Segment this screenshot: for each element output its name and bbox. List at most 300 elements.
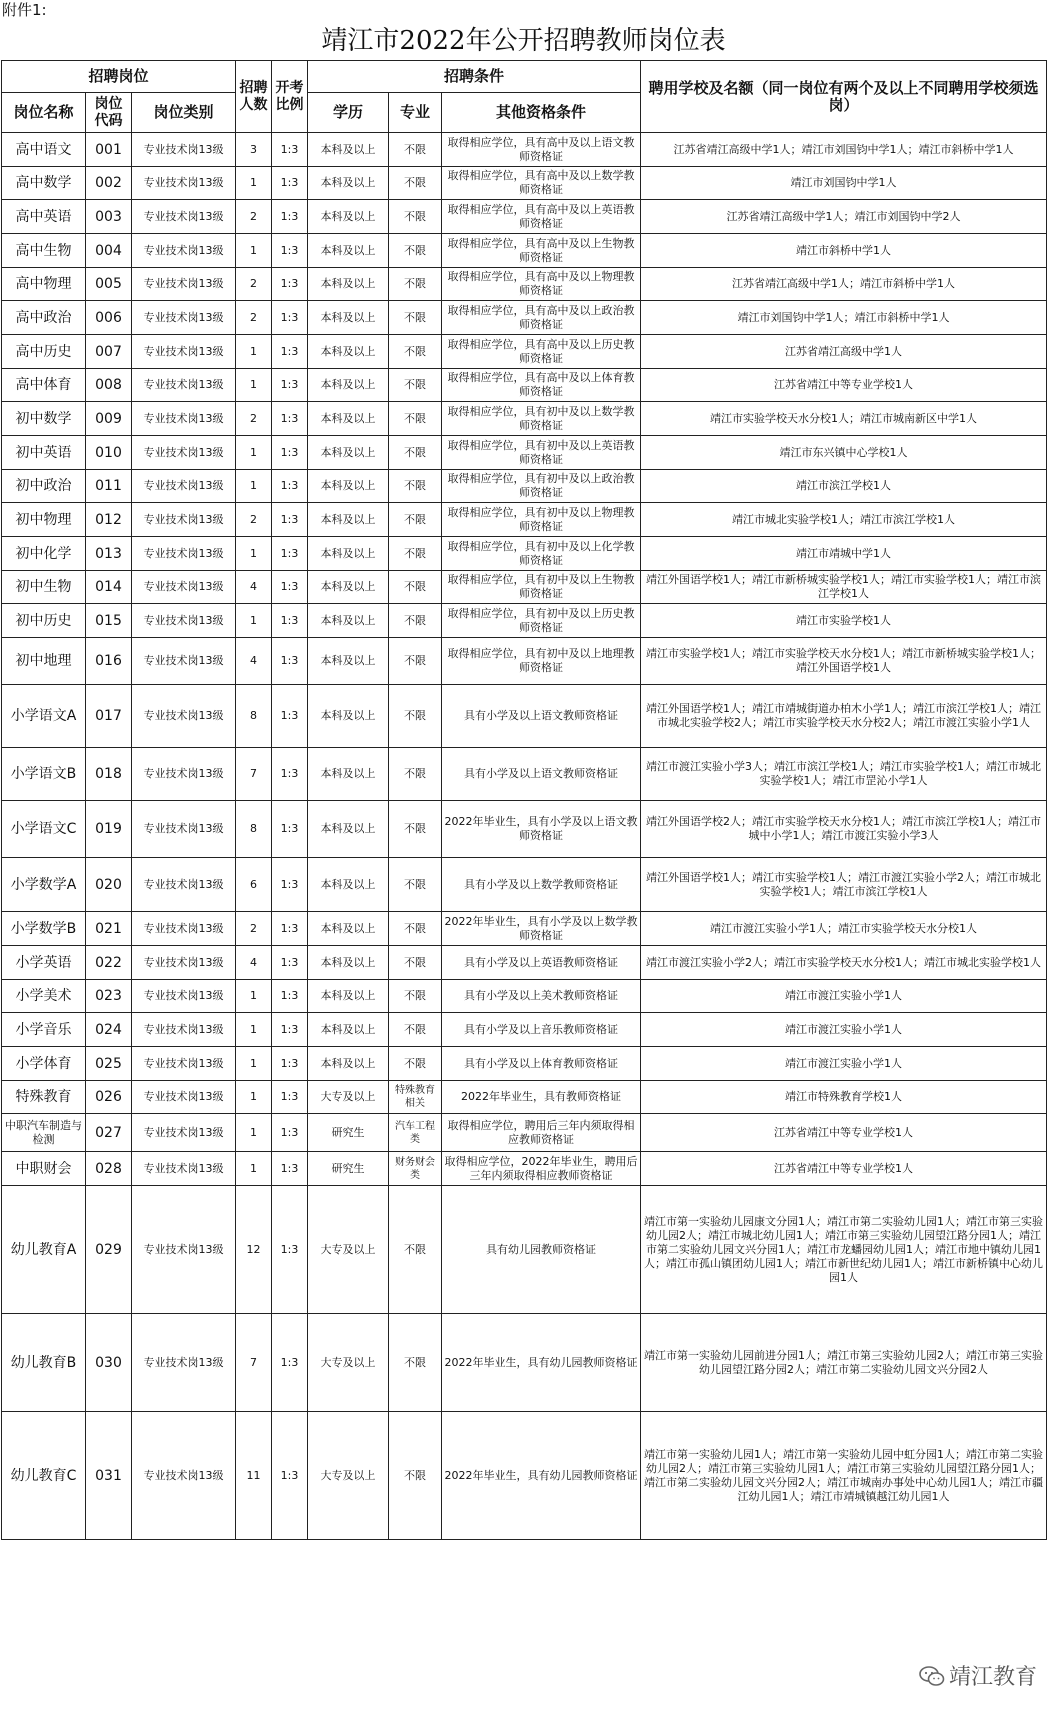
header-major: 专业 xyxy=(389,93,442,133)
post-code-cell: 010 xyxy=(86,436,132,470)
education-cell: 本科及以上 xyxy=(308,980,389,1013)
schools-cell: 靖江市斜桥中学1人 xyxy=(641,234,1047,268)
major-cell: 不限 xyxy=(389,1186,442,1314)
major-cell: 财务财会类 xyxy=(389,1152,442,1186)
hire-count-cell: 1 xyxy=(236,1152,272,1186)
major-cell: 不限 xyxy=(389,604,442,638)
post-type-cell: 专业技术岗13级 xyxy=(132,1081,236,1114)
post-code-cell: 023 xyxy=(86,980,132,1013)
schools-cell: 靖江市靖城中学1人 xyxy=(641,537,1047,571)
table-row xyxy=(2,1013,1047,1047)
education-cell: 大专及以上 xyxy=(308,1081,389,1114)
other-quals-cell: 具有小学及以上数学教师资格证 xyxy=(442,858,641,912)
post-type-cell: 专业技术岗13级 xyxy=(132,436,236,470)
header-other-quals: 其他资格条件 xyxy=(442,93,641,133)
exam-ratio-cell: 1:3 xyxy=(272,133,308,167)
post-type-cell: 专业技术岗13级 xyxy=(132,503,236,537)
major-cell: 不限 xyxy=(389,1314,442,1412)
other-quals-cell: 2022年毕业生，具有小学及以上语文教师资格证 xyxy=(442,801,641,858)
education-cell: 本科及以上 xyxy=(308,234,389,268)
education-cell: 本科及以上 xyxy=(308,571,389,604)
table-row xyxy=(2,369,1047,402)
table-row xyxy=(2,436,1047,470)
hire-count-cell: 2 xyxy=(236,912,272,946)
post-type-cell: 专业技术岗13级 xyxy=(132,470,236,503)
hire-count-cell: 8 xyxy=(236,685,272,748)
post-name-cell: 小学语文A xyxy=(2,685,86,748)
exam-ratio-cell: 1:3 xyxy=(272,604,308,638)
schools-cell: 江苏省靖江高级中学1人；靖江市斜桥中学1人 xyxy=(641,268,1047,301)
schools-cell: 靖江市渡江实验小学3人；靖江市滨江学校1人；靖江市实验学校1人；靖江市城北实验学校1人；靖江市罡沁小学1人 xyxy=(641,748,1047,801)
post-type-cell: 专业技术岗13级 xyxy=(132,268,236,301)
education-cell: 本科及以上 xyxy=(308,436,389,470)
major-cell: 不限 xyxy=(389,268,442,301)
watermark xyxy=(919,1660,1037,1691)
post-name-cell: 初中物理 xyxy=(2,503,86,537)
other-quals-cell: 取得相应学位，具有高中及以上体育教师资格证 xyxy=(442,369,641,402)
hire-count-cell: 1 xyxy=(236,335,272,369)
schools-cell: 江苏省靖江高级中学1人；靖江市刘国钧中学1人；靖江市斜桥中学1人 xyxy=(641,133,1047,167)
post-code-cell: 017 xyxy=(86,685,132,748)
major-cell: 不限 xyxy=(389,335,442,369)
post-name-cell: 高中体育 xyxy=(2,369,86,402)
other-quals-cell: 2022年毕业生，具有小学及以上数学教师资格证 xyxy=(442,912,641,946)
post-type-cell: 专业技术岗13级 xyxy=(132,200,236,234)
hire-count-cell: 1 xyxy=(236,1114,272,1152)
post-code-cell: 030 xyxy=(86,1314,132,1412)
post-type-cell: 专业技术岗13级 xyxy=(132,858,236,912)
post-name-cell: 高中历史 xyxy=(2,335,86,369)
education-cell: 研究生 xyxy=(308,1152,389,1186)
post-type-cell: 专业技术岗13级 xyxy=(132,748,236,801)
post-name-cell: 小学音乐 xyxy=(2,1013,86,1047)
education-cell: 本科及以上 xyxy=(308,801,389,858)
exam-ratio-cell: 1:3 xyxy=(272,1013,308,1047)
hire-count-cell: 7 xyxy=(236,1314,272,1412)
hire-count-cell: 1 xyxy=(236,1047,272,1081)
schools-cell: 靖江市东兴镇中心学校1人 xyxy=(641,436,1047,470)
other-quals-cell: 取得相应学位，具有高中及以上数学教师资格证 xyxy=(442,167,641,200)
exam-ratio-cell: 1:3 xyxy=(272,470,308,503)
post-name-cell: 幼儿教育B xyxy=(2,1314,86,1412)
post-type-cell: 专业技术岗13级 xyxy=(132,167,236,200)
major-cell: 不限 xyxy=(389,685,442,748)
exam-ratio-cell: 1:3 xyxy=(272,946,308,980)
education-cell: 本科及以上 xyxy=(308,685,389,748)
table-row xyxy=(2,801,1047,858)
exam-ratio-cell: 1:3 xyxy=(272,980,308,1013)
post-name-cell: 初中英语 xyxy=(2,436,86,470)
header-conditions-group: 招聘条件 xyxy=(308,61,641,93)
major-cell: 不限 xyxy=(389,571,442,604)
education-cell: 本科及以上 xyxy=(308,537,389,571)
exam-ratio-cell: 1:3 xyxy=(272,503,308,537)
post-code-cell: 009 xyxy=(86,402,132,436)
watermark-text: 靖江教育 xyxy=(948,1665,1037,1690)
other-quals-cell: 取得相应学位，具有初中及以上地理教师资格证 xyxy=(442,638,641,685)
post-name-cell: 高中语文 xyxy=(2,133,86,167)
post-type-cell: 专业技术岗13级 xyxy=(132,301,236,335)
table-row xyxy=(2,571,1047,604)
table-row xyxy=(2,167,1047,200)
exam-ratio-cell: 1:3 xyxy=(272,167,308,200)
schools-cell: 靖江市刘国钧中学1人；靖江市斜桥中学1人 xyxy=(641,301,1047,335)
post-code-cell: 013 xyxy=(86,537,132,571)
education-cell: 本科及以上 xyxy=(308,369,389,402)
table-row xyxy=(2,604,1047,638)
post-code-cell: 025 xyxy=(86,1047,132,1081)
other-quals-cell: 2022年毕业生，具有幼儿园教师资格证 xyxy=(442,1412,641,1540)
post-name-cell: 幼儿教育A xyxy=(2,1186,86,1314)
major-cell: 不限 xyxy=(389,801,442,858)
education-cell: 本科及以上 xyxy=(308,946,389,980)
other-quals-cell: 取得相应学位，具有高中及以上历史教师资格证 xyxy=(442,335,641,369)
major-cell: 不限 xyxy=(389,980,442,1013)
post-type-cell: 专业技术岗13级 xyxy=(132,369,236,402)
post-name-cell: 小学数学B xyxy=(2,912,86,946)
post-code-cell: 014 xyxy=(86,571,132,604)
major-cell: 不限 xyxy=(389,1047,442,1081)
schools-cell: 靖江市渡江实验小学1人；靖江市实验学校天水分校1人 xyxy=(641,912,1047,946)
exam-ratio-cell: 1:3 xyxy=(272,1412,308,1540)
hire-count-cell: 1 xyxy=(236,1081,272,1114)
exam-ratio-cell: 1:3 xyxy=(272,748,308,801)
post-code-cell: 021 xyxy=(86,912,132,946)
schools-cell: 靖江市实验学校天水分校1人；靖江市城南新区中学1人 xyxy=(641,402,1047,436)
hire-count-cell: 7 xyxy=(236,748,272,801)
header-exam-ratio: 开考比例 xyxy=(272,61,308,133)
post-type-cell: 专业技术岗13级 xyxy=(132,946,236,980)
other-quals-cell: 具有小学及以上音乐教师资格证 xyxy=(442,1013,641,1047)
education-cell: 本科及以上 xyxy=(308,268,389,301)
table-row xyxy=(2,402,1047,436)
other-quals-cell: 取得相应学位，具有初中及以上历史教师资格证 xyxy=(442,604,641,638)
schools-cell: 靖江市实验学校1人 xyxy=(641,604,1047,638)
education-cell: 本科及以上 xyxy=(308,200,389,234)
schools-cell: 靖江市刘国钧中学1人 xyxy=(641,167,1047,200)
schools-cell: 靖江外国语学校2人；靖江市实验学校天水分校1人；靖江市滨江学校1人；靖江市城中小学1人；靖江市渡江实验小学3人 xyxy=(641,801,1047,858)
hire-count-cell: 2 xyxy=(236,200,272,234)
post-code-cell: 011 xyxy=(86,470,132,503)
education-cell: 本科及以上 xyxy=(308,1013,389,1047)
table-row xyxy=(2,1152,1047,1186)
table-row xyxy=(2,858,1047,912)
major-cell: 不限 xyxy=(389,537,442,571)
other-quals-cell: 具有小学及以上英语教师资格证 xyxy=(442,946,641,980)
post-name-cell: 小学体育 xyxy=(2,1047,86,1081)
hire-count-cell: 2 xyxy=(236,268,272,301)
exam-ratio-cell: 1:3 xyxy=(272,1314,308,1412)
post-name-cell: 小学语文C xyxy=(2,801,86,858)
table-row xyxy=(2,301,1047,335)
other-quals-cell: 取得相应学位，具有初中及以上英语教师资格证 xyxy=(442,436,641,470)
schools-cell: 靖江外国语学校1人；靖江市靖城街道办柏木小学1人；靖江市滨江学校1人；靖江市城北实验学校2人；靖江市实验学校天水分校2人；靖江市渡江实验小学1人 xyxy=(641,685,1047,748)
other-quals-cell: 具有小学及以上体育教师资格证 xyxy=(442,1047,641,1081)
schools-cell: 靖江市滨江学校1人 xyxy=(641,470,1047,503)
recruitment-table xyxy=(1,60,1047,1540)
major-cell: 不限 xyxy=(389,436,442,470)
post-type-cell: 专业技术岗13级 xyxy=(132,912,236,946)
post-name-cell: 初中生物 xyxy=(2,571,86,604)
table-row xyxy=(2,200,1047,234)
table-row xyxy=(2,912,1047,946)
hire-count-cell: 4 xyxy=(236,638,272,685)
hire-count-cell: 4 xyxy=(236,946,272,980)
exam-ratio-cell: 1:3 xyxy=(272,537,308,571)
hire-count-cell: 3 xyxy=(236,133,272,167)
table-row xyxy=(2,133,1047,167)
hire-count-cell: 1 xyxy=(236,980,272,1013)
major-cell: 不限 xyxy=(389,912,442,946)
post-code-cell: 022 xyxy=(86,946,132,980)
exam-ratio-cell: 1:3 xyxy=(272,858,308,912)
schools-cell: 靖江市实验学校1人；靖江市实验学校天水分校1人；靖江市新桥城实验学校1人；靖江外国语学校1人 xyxy=(641,638,1047,685)
other-quals-cell: 具有小学及以上美术教师资格证 xyxy=(442,980,641,1013)
post-name-cell: 初中数学 xyxy=(2,402,86,436)
schools-cell: 靖江市渡江实验小学2人；靖江市实验学校天水分校1人；靖江市城北实验学校1人 xyxy=(641,946,1047,980)
post-type-cell: 专业技术岗13级 xyxy=(132,234,236,268)
education-cell: 大专及以上 xyxy=(308,1314,389,1412)
header-post-code: 岗位代码 xyxy=(86,93,132,133)
education-cell: 研究生 xyxy=(308,1114,389,1152)
hire-count-cell: 4 xyxy=(236,571,272,604)
other-quals-cell: 取得相应学位，具有高中及以上生物教师资格证 xyxy=(442,234,641,268)
post-type-cell: 专业技术岗13级 xyxy=(132,1314,236,1412)
education-cell: 大专及以上 xyxy=(308,1412,389,1540)
education-cell: 本科及以上 xyxy=(308,301,389,335)
hire-count-cell: 2 xyxy=(236,503,272,537)
exam-ratio-cell: 1:3 xyxy=(272,301,308,335)
other-quals-cell: 取得相应学位，具有初中及以上物理教师资格证 xyxy=(442,503,641,537)
table-row xyxy=(2,1412,1047,1540)
post-type-cell: 专业技术岗13级 xyxy=(132,133,236,167)
table-row xyxy=(2,537,1047,571)
exam-ratio-cell: 1:3 xyxy=(272,571,308,604)
post-name-cell: 小学英语 xyxy=(2,946,86,980)
post-name-cell: 初中历史 xyxy=(2,604,86,638)
major-cell: 不限 xyxy=(389,503,442,537)
post-code-cell: 002 xyxy=(86,167,132,200)
schools-cell: 江苏省靖江中等专业学校1人 xyxy=(641,1114,1047,1152)
schools-cell: 靖江外国语学校1人；靖江市新桥城实验学校1人；靖江市实验学校1人；靖江市滨江学校1人 xyxy=(641,571,1047,604)
post-name-cell: 小学美术 xyxy=(2,980,86,1013)
hire-count-cell: 2 xyxy=(236,402,272,436)
exam-ratio-cell: 1:3 xyxy=(272,685,308,748)
post-name-cell: 高中英语 xyxy=(2,200,86,234)
header-schools: 聘用学校及名额（同一岗位有两个及以上不同聘用学校须选岗） xyxy=(641,61,1047,133)
header-post-group: 招聘岗位 xyxy=(2,61,236,93)
post-code-cell: 027 xyxy=(86,1114,132,1152)
major-cell: 不限 xyxy=(389,167,442,200)
post-name-cell: 中职汽车制造与检测 xyxy=(2,1114,86,1152)
post-type-cell: 专业技术岗13级 xyxy=(132,537,236,571)
other-quals-cell: 2022年毕业生，具有教师资格证 xyxy=(442,1081,641,1114)
post-code-cell: 018 xyxy=(86,748,132,801)
post-code-cell: 012 xyxy=(86,503,132,537)
table-row xyxy=(2,685,1047,748)
post-type-cell: 专业技术岗13级 xyxy=(132,335,236,369)
post-name-cell: 初中政治 xyxy=(2,470,86,503)
post-code-cell: 026 xyxy=(86,1081,132,1114)
hire-count-cell: 12 xyxy=(236,1186,272,1314)
education-cell: 本科及以上 xyxy=(308,858,389,912)
table-row xyxy=(2,1114,1047,1152)
hire-count-cell: 1 xyxy=(236,604,272,638)
major-cell: 不限 xyxy=(389,946,442,980)
education-cell: 本科及以上 xyxy=(308,1047,389,1081)
table-row xyxy=(2,946,1047,980)
post-code-cell: 007 xyxy=(86,335,132,369)
major-cell: 不限 xyxy=(389,133,442,167)
header-education: 学历 xyxy=(308,93,389,133)
major-cell: 不限 xyxy=(389,1412,442,1540)
major-cell: 不限 xyxy=(389,200,442,234)
post-type-cell: 专业技术岗13级 xyxy=(132,1412,236,1540)
post-type-cell: 专业技术岗13级 xyxy=(132,1186,236,1314)
table-row xyxy=(2,1081,1047,1114)
post-type-cell: 专业技术岗13级 xyxy=(132,1047,236,1081)
major-cell: 不限 xyxy=(389,858,442,912)
table-row xyxy=(2,1047,1047,1081)
table-row xyxy=(2,980,1047,1013)
exam-ratio-cell: 1:3 xyxy=(272,436,308,470)
post-code-cell: 029 xyxy=(86,1186,132,1314)
post-name-cell: 中职财会 xyxy=(2,1152,86,1186)
schools-cell: 靖江市城北实验学校1人；靖江市滨江学校1人 xyxy=(641,503,1047,537)
post-code-cell: 031 xyxy=(86,1412,132,1540)
education-cell: 本科及以上 xyxy=(308,335,389,369)
post-type-cell: 专业技术岗13级 xyxy=(132,1152,236,1186)
schools-cell: 江苏省靖江高级中学1人 xyxy=(641,335,1047,369)
education-cell: 本科及以上 xyxy=(308,748,389,801)
post-name-cell: 高中物理 xyxy=(2,268,86,301)
education-cell: 本科及以上 xyxy=(308,604,389,638)
table-row xyxy=(2,1314,1047,1412)
post-type-cell: 专业技术岗13级 xyxy=(132,571,236,604)
table-row xyxy=(2,234,1047,268)
schools-cell: 靖江市渡江实验小学1人 xyxy=(641,1047,1047,1081)
exam-ratio-cell: 1:3 xyxy=(272,268,308,301)
post-code-cell: 020 xyxy=(86,858,132,912)
major-cell: 不限 xyxy=(389,301,442,335)
other-quals-cell: 取得相应学位，聘用后三年内须取得相应教师资格证 xyxy=(442,1114,641,1152)
post-code-cell: 028 xyxy=(86,1152,132,1186)
post-type-cell: 专业技术岗13级 xyxy=(132,638,236,685)
major-cell: 不限 xyxy=(389,402,442,436)
post-name-cell: 高中政治 xyxy=(2,301,86,335)
hire-count-cell: 1 xyxy=(236,436,272,470)
other-quals-cell: 取得相应学位，具有初中及以上数学教师资格证 xyxy=(442,402,641,436)
table-row xyxy=(2,638,1047,685)
schools-cell: 江苏省靖江中等专业学校1人 xyxy=(641,1152,1047,1186)
wechat-icon xyxy=(919,1665,945,1687)
major-cell: 不限 xyxy=(389,470,442,503)
hire-count-cell: 1 xyxy=(236,537,272,571)
education-cell: 本科及以上 xyxy=(308,402,389,436)
education-cell: 大专及以上 xyxy=(308,1186,389,1314)
table-row xyxy=(2,748,1047,801)
other-quals-cell: 取得相应学位，具有高中及以上物理教师资格证 xyxy=(442,268,641,301)
post-code-cell: 015 xyxy=(86,604,132,638)
other-quals-cell: 取得相应学位，具有高中及以上政治教师资格证 xyxy=(442,301,641,335)
hire-count-cell: 1 xyxy=(236,1013,272,1047)
post-code-cell: 024 xyxy=(86,1013,132,1047)
table-row xyxy=(2,335,1047,369)
post-name-cell: 高中数学 xyxy=(2,167,86,200)
post-type-cell: 专业技术岗13级 xyxy=(132,980,236,1013)
other-quals-cell: 取得相应学位，2022年毕业生，聘用后三年内须取得相应教师资格证 xyxy=(442,1152,641,1186)
other-quals-cell: 取得相应学位，具有初中及以上生物教师资格证 xyxy=(442,571,641,604)
exam-ratio-cell: 1:3 xyxy=(272,1152,308,1186)
hire-count-cell: 6 xyxy=(236,858,272,912)
education-cell: 本科及以上 xyxy=(308,133,389,167)
major-cell: 特殊教育相关 xyxy=(389,1081,442,1114)
other-quals-cell: 具有幼儿园教师资格证 xyxy=(442,1186,641,1314)
post-name-cell: 初中地理 xyxy=(2,638,86,685)
education-cell: 本科及以上 xyxy=(308,912,389,946)
post-name-cell: 小学语文B xyxy=(2,748,86,801)
post-name-cell: 小学数学A xyxy=(2,858,86,912)
hire-count-cell: 1 xyxy=(236,167,272,200)
post-type-cell: 专业技术岗13级 xyxy=(132,801,236,858)
post-type-cell: 专业技术岗13级 xyxy=(132,1013,236,1047)
exam-ratio-cell: 1:3 xyxy=(272,200,308,234)
header-post-name: 岗位名称 xyxy=(2,93,86,133)
hire-count-cell: 1 xyxy=(236,234,272,268)
post-type-cell: 专业技术岗13级 xyxy=(132,1114,236,1152)
other-quals-cell: 具有小学及以上语文教师资格证 xyxy=(442,685,641,748)
schools-cell: 靖江市渡江实验小学1人 xyxy=(641,1013,1047,1047)
annex-label: 附件1: xyxy=(2,1,47,19)
exam-ratio-cell: 1:3 xyxy=(272,369,308,402)
exam-ratio-cell: 1:3 xyxy=(272,801,308,858)
other-quals-cell: 具有小学及以上语文教师资格证 xyxy=(442,748,641,801)
post-name-cell: 幼儿教育C xyxy=(2,1412,86,1540)
post-type-cell: 专业技术岗13级 xyxy=(132,685,236,748)
exam-ratio-cell: 1:3 xyxy=(272,234,308,268)
exam-ratio-cell: 1:3 xyxy=(272,402,308,436)
schools-cell: 靖江市第一实验幼儿园前进分园1人；靖江市第三实验幼儿园2人；靖江市第三实验幼儿园望江路分园2人；靖江市第二实验幼儿园文兴分园2人 xyxy=(641,1314,1047,1412)
hire-count-cell: 1 xyxy=(236,369,272,402)
hire-count-cell: 8 xyxy=(236,801,272,858)
post-name-cell: 特殊教育 xyxy=(2,1081,86,1114)
other-quals-cell: 取得相应学位，具有高中及以上语文教师资格证 xyxy=(442,133,641,167)
major-cell: 不限 xyxy=(389,234,442,268)
major-cell: 不限 xyxy=(389,748,442,801)
schools-cell: 江苏省靖江中等专业学校1人 xyxy=(641,369,1047,402)
exam-ratio-cell: 1:3 xyxy=(272,912,308,946)
exam-ratio-cell: 1:3 xyxy=(272,1047,308,1081)
schools-cell: 靖江外国语学校1人；靖江市实验学校1人；靖江市渡江实验小学2人；靖江市城北实验学校1人；靖江市滨江学校1人 xyxy=(641,858,1047,912)
exam-ratio-cell: 1:3 xyxy=(272,335,308,369)
other-quals-cell: 取得相应学位，具有初中及以上化学教师资格证 xyxy=(442,537,641,571)
post-code-cell: 019 xyxy=(86,801,132,858)
post-code-cell: 004 xyxy=(86,234,132,268)
education-cell: 本科及以上 xyxy=(308,167,389,200)
post-code-cell: 005 xyxy=(86,268,132,301)
education-cell: 本科及以上 xyxy=(308,638,389,685)
table-row xyxy=(2,268,1047,301)
exam-ratio-cell: 1:3 xyxy=(272,1114,308,1152)
education-cell: 本科及以上 xyxy=(308,503,389,537)
schools-cell: 江苏省靖江高级中学1人；靖江市刘国钧中学2人 xyxy=(641,200,1047,234)
header-hire-count: 招聘人数 xyxy=(236,61,272,133)
schools-cell: 靖江市特殊教育学校1人 xyxy=(641,1081,1047,1114)
post-name-cell: 高中生物 xyxy=(2,234,86,268)
post-code-cell: 006 xyxy=(86,301,132,335)
major-cell: 汽车工程类 xyxy=(389,1114,442,1152)
hire-count-cell: 2 xyxy=(236,301,272,335)
